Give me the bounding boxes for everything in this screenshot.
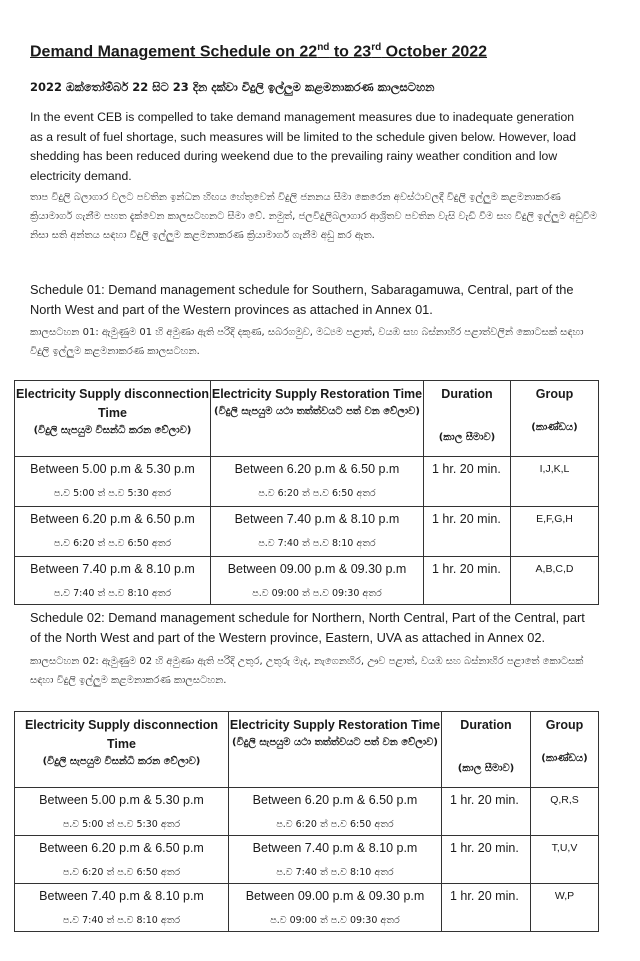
duration-cell: 1 hr. 20 min. [432, 562, 501, 576]
duration-cell: 1 hr. 20 min. [450, 841, 519, 855]
restoration-time-sinhala: ප.ව 6:20 ත් ප.ව 6:50 අතර [276, 819, 394, 830]
restoration-time-sinhala: ප.ව 7:40 ත් ප.ව 8:10 අතර [276, 867, 394, 878]
restoration-time: Between 7.40 p.m & 8.10 p.m [234, 512, 400, 526]
group-cell: T,U,V [551, 842, 578, 854]
disconnection-time-sinhala: ප.ව 5:00 ත් ප.ව 5:30 අතර [62, 819, 181, 830]
disconnection-time-sinhala: ප.ව 5:00 ත් ප.ව 5:30 අතර [53, 488, 172, 499]
duration-cell: 1 hr. 20 min. [450, 793, 519, 807]
page-subtitle-sinhala: 2022 ඔක්තෝම්බර් 22 සිට 23 දින දක්වා විදුලි ඉල්ලුම කළමනාකරණ කාලසටහන [30, 80, 435, 94]
table-row [15, 557, 599, 605]
disconnection-time: Between 7.40 p.m & 8.10 p.m [39, 889, 204, 903]
schedule1-table [14, 380, 599, 605]
header-duration: Duration (කාල සීමාව) [442, 712, 531, 788]
header-group: Group (කාණ්ඩය) [531, 712, 599, 788]
disconnection-time: Between 7.40 p.m & 8.10 p.m [30, 562, 195, 576]
disconnection-time: Between 5.00 p.m & 5.30 p.m [39, 793, 204, 807]
restoration-time-sinhala: ප.ව 09:00 ත් ප.ව 09:30 අතර [252, 588, 382, 599]
header-group: Group (කාණ්ඩය) [511, 381, 599, 457]
table-header-row [15, 712, 599, 788]
group-cell: E,F,G,H [536, 513, 573, 525]
disconnection-time-sinhala: ප.ව 6:20 ත් ප.ව 6:50 අතර [62, 867, 181, 878]
group-cell: Q,R,S [550, 794, 579, 806]
group-cell: W,P [554, 890, 575, 902]
restoration-time-sinhala: ප.ව 6:20 ත් ප.ව 6:50 අතර [258, 488, 376, 499]
header-restoration: Electricity Supply Restoration Time (විදුලි සැපයුම යථා තත්ත්වයට පත් වන වේලාව) [229, 712, 442, 788]
header-restoration: Electricity Supply Restoration Time (විදුලි සැපයුම යථා තත්ත්වයට පත් වන වේලාව) [211, 381, 424, 457]
intro-paragraph-sinhala: තාප විදුලි බලාගාර වලට පවතින ඉන්ධන හිඟය හේතුවෙන් විදුලි ජනනය සීමා කෙරෙන අවස්ථාවලදී විදුලි ඉල්ලුම කළමනාකරණ ක්‍රියාමාර්ග ගැනීම පහත දැක්වෙන කාලසටහනට සීමා වේ. නමුත්, ජලවිදුලිබලාගාර ආශ්‍රිතව පවතින වැසි වැඩි වීම සහ විදුලි ඉල්ලුම අඩුවීම නිසා සති අන්තය සඳහා විදුලි ඉල්ලුම කළමනාකරණ ක්‍රියාමාර්ග ගැනීම අඩු කර ඇත. [30, 192, 598, 241]
restoration-time: Between 09.00 p.m & 09.30 p.m [245, 889, 425, 903]
table-row [15, 457, 599, 507]
schedule1-heading-sinhala: කාලසටහන 01: ඇමුණුම 01 හි අමුණා ඇති පරිදි දකුණ, සබරගමුව, මධ්‍යම පළාත්, වයඹ සහ බස්නාහිර පළාත්වලින් කොටසක් සඳහා විදුලි ඉල්ලුම කළමනාකරණ කාලසටහන. [30, 327, 584, 357]
disconnection-time-sinhala: ප.ව 7:40 ත් ප.ව 8:10 අතර [62, 915, 181, 926]
disconnection-time: Between 6.20 p.m & 6.50 p.m [30, 512, 195, 526]
restoration-time: Between 6.20 p.m & 6.50 p.m [252, 793, 418, 807]
duration-cell: 1 hr. 20 min. [450, 889, 519, 903]
duration-cell: 1 hr. 20 min. [432, 512, 501, 526]
disconnection-time-sinhala: ප.ව 6:20 ත් ප.ව 6:50 අතර [53, 538, 172, 549]
table-row [15, 884, 599, 932]
header-disconnection: Electricity Supply disconnection Time (විදුලි සැපයුම විසන්ධි කරන වේලාව) [15, 381, 211, 457]
page-title: Demand Management Schedule on 22nd to 23rd October 2022 [30, 42, 488, 61]
header-disconnection: Electricity Supply disconnection Time (විදුලි සැපයුම විසන්ධි කරන වේලාව) [15, 712, 229, 788]
restoration-time: Between 09.00 p.m & 09.30 p.m [227, 562, 407, 576]
table-header-row [15, 381, 599, 457]
schedule2-table [14, 711, 599, 932]
disconnection-time: Between 6.20 p.m & 6.50 p.m [39, 841, 204, 855]
table-row [15, 507, 599, 557]
restoration-time: Between 6.20 p.m & 6.50 p.m [234, 462, 400, 476]
restoration-time-sinhala: ප.ව 7:40 ත් ප.ව 8:10 අතර [258, 538, 376, 549]
header-duration: Duration (කාල සීමාව) [424, 381, 511, 457]
table-row [15, 836, 599, 884]
group-cell: I,J,K,L [539, 463, 570, 475]
restoration-time-sinhala: ප.ව 09:00 ත් ප.ව 09:30 අතර [270, 915, 400, 926]
schedule2-heading: Schedule 02: Demand management schedule for Northern, North Central, Part of the Central, part of the North West and part of the Western province, Eastern, UVA as attached in Annex 02. [30, 610, 585, 645]
group-cell: A,B,C,D [535, 563, 574, 575]
disconnection-time: Between 5.00 p.m & 5.30 p.m [30, 462, 195, 476]
disconnection-time-sinhala: ප.ව 7:40 ත් ප.ව 8:10 අතර [53, 588, 172, 599]
restoration-time: Between 7.40 p.m & 8.10 p.m [252, 841, 418, 855]
table-row [15, 788, 599, 836]
schedule2-heading-sinhala: කාලසටහන 02: ඇමුණුම 02 හි අමුණා ඇති පරිදි උතුර, උතුරු මැද, නැගෙනහිර, ඌව පළාත්, වයඹ සහ බස්නාහිර පළාතේ කොටසක් සඳහා විදුලි ඉල්ලුම කළමනාකරණ කාලසටහන. [30, 656, 584, 686]
intro-paragraph: In the event CEB is compelled to take demand management measures due to inadequate generation as a result of fuel shortage, such measures will be limited to the schedule given below. However, load shedding has been reduced during weekend due to the prevailing rainy weather condition and low electricity demand. [30, 110, 577, 183]
schedule1-heading: Schedule 01: Demand management schedule for Southern, Sabaragamuwa, Central, part of the North West and part of the Western provinces as attached in Annex 01. [30, 282, 574, 317]
duration-cell: 1 hr. 20 min. [432, 462, 501, 476]
